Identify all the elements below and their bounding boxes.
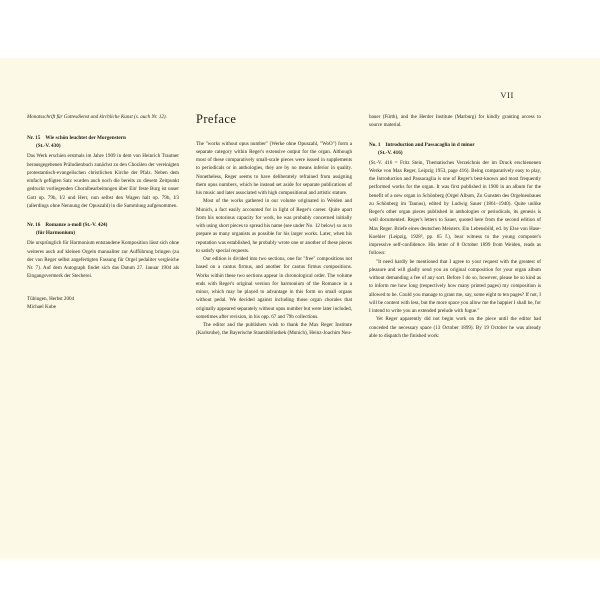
- entry-1-paragraph-2: Yet Reger apparently did not begin work on the piece until the editor had conceded the necessary space (13 October 1899). By 19 October he was already able to dispatch the finished work:: [369, 316, 541, 339]
- page-bottom-edge: [0, 555, 600, 562]
- left-column-german: [27, 113, 179, 533]
- entry-catalogue-number: (St.-V. 416): [378, 149, 403, 156]
- entry-1-paragraph-1: (St.-V. 416 = Fritz Stein, Thematisches Verzeichnis der im Druck erschienenen Werke von Max Reger, Leipzig 1953, page 416). Being comparatively easy to play, the Introduction and Passacaglia is one of Reger's best-known and most frequently performed works for the organ. It was first published in 1900 in an album for the benefit of a new organ in Schönberg (Orgel Album, Zu Gunsten des Orgelneubaues zu Schönberg im Taunus), edited by Ludwig Sauer (1861–1940). Quite unlike Reger's other organ pieces published in anthologies or periodicals, its genesis is well documented. Reger's letters to Sauer, quoted here from the second edition of Max Reger. Briefe eines deutschen Meisters. Ein Lebensbild, ed. by Else von Hase-Koehler (Leipzig, 1928², pp. 65 f.), bear witness to the young composer's impressive self-confidence. His letter of 8 October 1899 from Weiden, reads as follows:: [369, 159, 541, 257]
- right-column-commentary: [369, 113, 541, 533]
- middle-column-preface: [196, 113, 352, 533]
- entry-heading-nr-16: [27, 221, 179, 237]
- entry-heading-no-1: [369, 141, 541, 157]
- entry-catalogue-number: (St.-V. 430): [36, 143, 61, 150]
- entry-number: Nr. 16: [27, 222, 41, 229]
- preface-paragraph-3: Our edition is divided into two sections, one for "free" compositions not based on a cantus firmus, and another for cantus firmus compositions. Works within these two sections appear in chronological order. The volume ends with Reger's original version for harmonium of the Romance in a minor, which may be played to advantage in this form on small organs without pedal. We decided against including those organ chorales that originally appeared separately without opus number but were later included, sometimes after revision, in his opp. 67 and 79b collections.: [196, 256, 352, 320]
- entry-15-body: Das Werk erschien erstmals im Jahre 1909 in dem von Heinrich Trautner herausgegebenen Präludienbuch zunächst zu den Chorälen der vereinigten protestantisch-evangelischen christlichen Kirche der Pfalz. Neben dem einfach gefügten Satz wurden auch noch die bereits zu diesem Zeitpunkt gedruckt vorliegenden Choralbearbeitungen über Ein' feste Burg ist unser Gott op. 79b, I/2 und Herr, nun selbst den Wagen halt op. 79b, I/3 (allerdings ohne Nennung der Opuszahl) in die Sammlung aufgenommen.: [27, 153, 179, 209]
- signature-place-date: Tübingen, Herbst 2004: [27, 295, 75, 302]
- entry-number: Nr. 15: [27, 135, 41, 142]
- running-head: Monatsschrift für Gottesdienst und kirchliche Kunst (s. auch Nr. 12).: [27, 114, 167, 120]
- book-page-sheet: [0, 58, 600, 562]
- preface-paragraph-1: The "works without opus number" (Werke ohne Opuszahl, "WoO") form a separate category within Reger's extensive output for the organ. Although most of these comparatively small-scale pieces were issued in supplements to periodicals or in anthologies, they are by no means inferior in quality. Nonetheless, Reger seems to have deliberately refrained from assigning them opus numbers, which he instead set aside for separate publications of his music and later associated with high compositional and artistic stature.: [196, 140, 352, 196]
- entry-subtitle: (für Harmonium): [36, 230, 75, 237]
- entry-title: Wie schön leuchtet der Morgenstern: [45, 135, 126, 142]
- preface-paragraph-2: Most of the works gathered in our volume originated in Weiden and Munich, a fact easily accounted for in light of Reger's career. Quite apart from his notorious capacity for work, he was probably concerned initially with using short pieces to spread his name (see under No. 12 below) so as to prepare as many organists as possible for his larger works. Later, when his reputation was established, he probably wrote one or another of these pieces to satisfy special requests.: [196, 198, 352, 254]
- entry-heading-nr-15: [27, 134, 179, 150]
- page-folio-number: VII: [500, 90, 514, 100]
- entry-1-quotation: "It need hardly be mentioned that I agree to your request with the greatest of pleasure and will gladly send you an original composition for your organ album without demanding a fee of any sort. Before I do so, however, please be so kind as to inform me how long (respectively how many printed pages) my composition is allowed to be. Could you manage to grant me, say, some eight to ten pages? If not, I will be content with less, but the more space you allow me the happier I shall be, for I intend to write you an extended prelude with fugue.": [369, 258, 541, 315]
- preface-paragraph-4: The editor and the publishers wish to thank the Max Reger Institute (Karlsruhe), the Bayerische Staatsbibliothek (Munich), Heinz-Joachim Neu-: [196, 322, 352, 337]
- page-title: Preface: [196, 112, 237, 126]
- entry-title: Romanze a-moll (St.-V. 424): [45, 222, 108, 229]
- entry-number: No. 1: [369, 141, 381, 148]
- signature-block: [27, 295, 179, 312]
- entry-16-body: Die ursprünglich für Harmonium entstandene Komposition lässt sich ohne weiteres auch auf kleinen Orgeln manualiter zur Aufführung bringen (zu der von Reger selbst angefertigten Fassung für Orgel pedaliter vergleiche Nr. 7). Auf dem Autograph findet sich das Datum 27. Januar 1904 als Eingangsvermerk der Stecherei.: [27, 240, 179, 280]
- three-column-text-block: [27, 113, 543, 533]
- preface-paragraph-4-continuation: bauer (Fürth), and the Herder Institute (Marburg) for kindly granting access to source material.: [369, 114, 541, 129]
- entry-title: Introduction and Passacaglia in d minor: [385, 141, 475, 148]
- signature-name: Michael Kube: [27, 303, 56, 310]
